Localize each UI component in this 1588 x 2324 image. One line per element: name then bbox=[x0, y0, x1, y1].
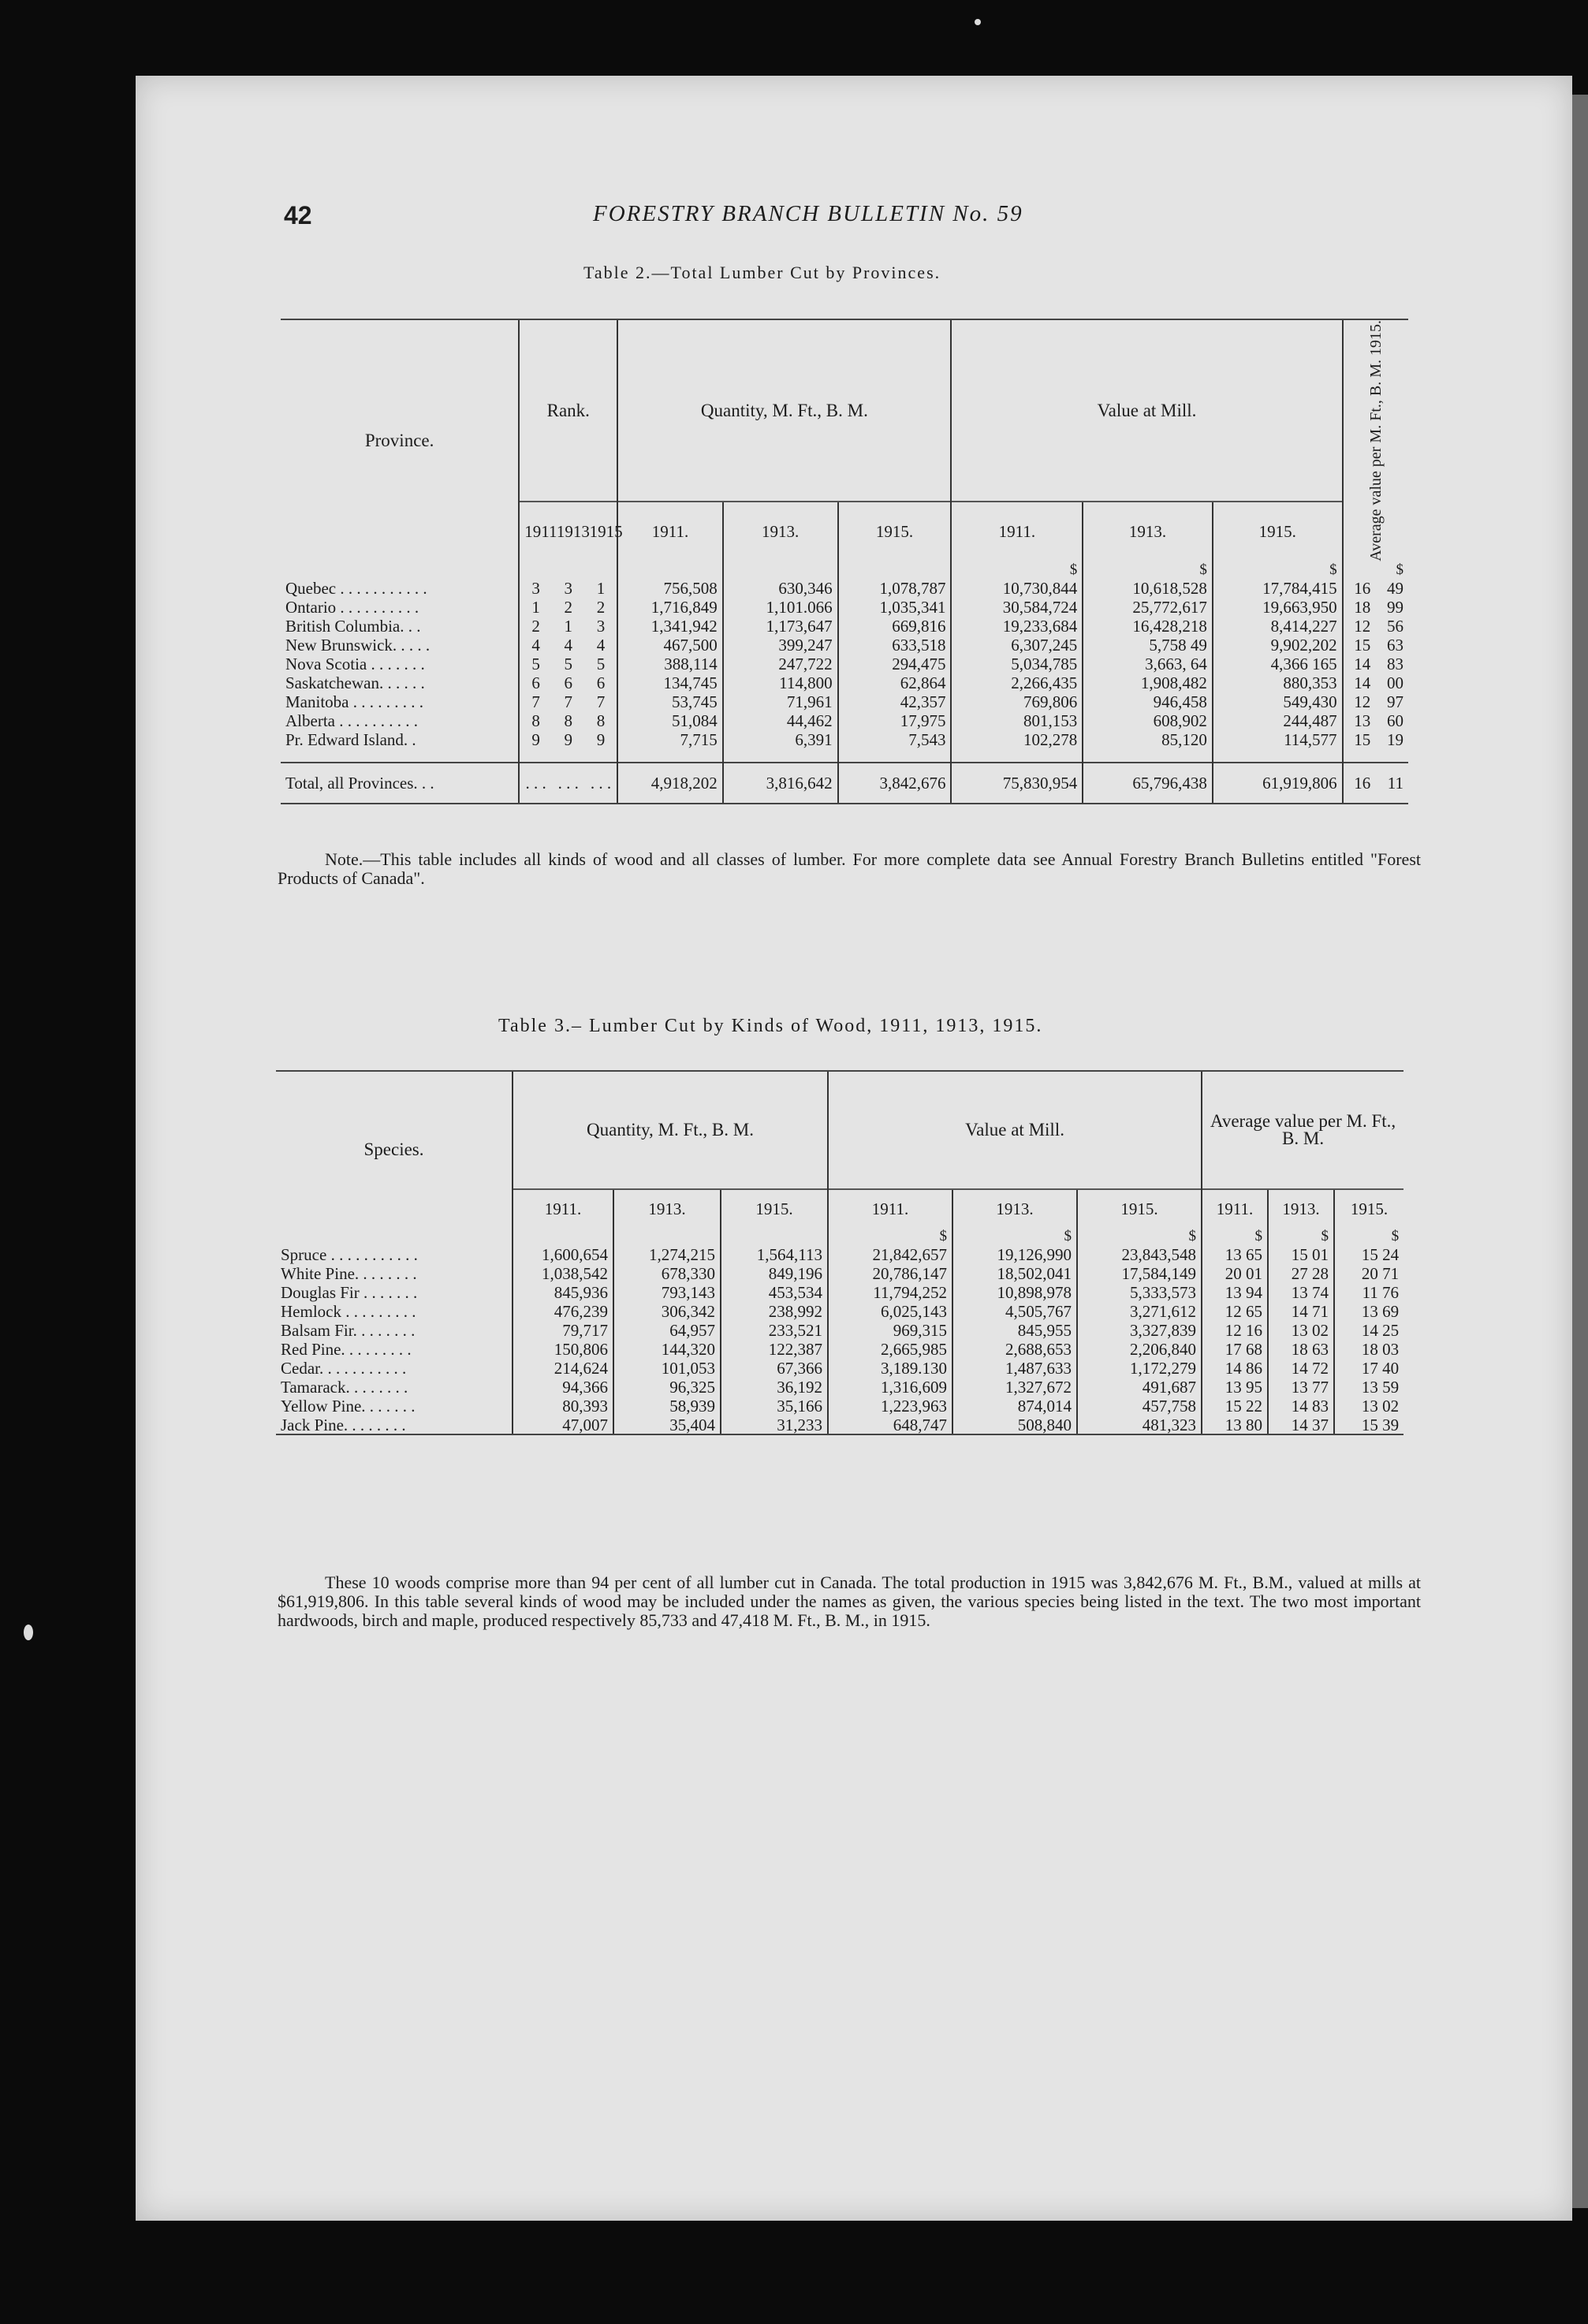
cell: 99 bbox=[1387, 597, 1403, 617]
dust-speck bbox=[24, 1625, 33, 1640]
species-name: Tamarack. . . . . . . . bbox=[281, 1378, 408, 1397]
value-year: 1911. bbox=[828, 1189, 952, 1228]
quantity-year: 1913. bbox=[613, 1189, 721, 1228]
cell: 845,936 bbox=[513, 1283, 613, 1302]
cell: 53,745 bbox=[617, 692, 722, 711]
province-name: Alberta . . . . . . . . . . bbox=[285, 711, 418, 730]
cell: 17,975 bbox=[838, 711, 952, 730]
cell: 9,902,202 bbox=[1213, 636, 1343, 655]
cell: 1,341,942 bbox=[617, 617, 722, 636]
cell: 80,393 bbox=[513, 1397, 613, 1416]
cell: 481,323 bbox=[1077, 1416, 1202, 1434]
cell: 11 bbox=[1375, 763, 1408, 804]
cell: 849,196 bbox=[721, 1264, 828, 1283]
cell: 19,233,684 bbox=[951, 617, 1083, 636]
cell: 75,830,954 bbox=[951, 763, 1083, 804]
province-name: Ontario . . . . . . . . . . bbox=[285, 597, 419, 617]
cell: 2 bbox=[519, 617, 552, 636]
cell: 9 bbox=[519, 730, 552, 749]
cell: 3,663, 64 bbox=[1083, 655, 1213, 673]
cell: 608,902 bbox=[1083, 711, 1213, 730]
cell: 3 bbox=[564, 578, 573, 598]
cell: 25,772,617 bbox=[1083, 598, 1213, 617]
table-row bbox=[281, 617, 1408, 636]
quantity-year: 1911. bbox=[617, 502, 722, 561]
cell: 669,816 bbox=[838, 617, 952, 636]
cell: 14 25 bbox=[1334, 1321, 1403, 1340]
value-year: 1915. bbox=[1213, 502, 1343, 561]
cell: 769,806 bbox=[951, 692, 1083, 711]
cell: 56 bbox=[1387, 616, 1403, 636]
cell: . . . bbox=[519, 763, 552, 804]
cell: 11 76 bbox=[1334, 1283, 1403, 1302]
cell: 10,898,978 bbox=[952, 1283, 1077, 1302]
dollar-sign: $ bbox=[1268, 1228, 1334, 1245]
cell: 122,387 bbox=[721, 1340, 828, 1359]
cell: 101,053 bbox=[613, 1359, 721, 1378]
cell: 58,939 bbox=[613, 1397, 721, 1416]
cell: 2,206,840 bbox=[1077, 1340, 1202, 1359]
cell: 13 02 bbox=[1334, 1397, 1403, 1416]
cell: 15 24 bbox=[1334, 1245, 1403, 1264]
cell: 6,025,143 bbox=[828, 1302, 952, 1321]
cell: 880,353 bbox=[1213, 673, 1343, 692]
cell: 16,428,218 bbox=[1083, 617, 1213, 636]
cell: 467,500 bbox=[617, 636, 722, 655]
cell: 13 69 bbox=[1334, 1302, 1403, 1321]
cell: 793,143 bbox=[613, 1283, 721, 1302]
cell: 9 bbox=[596, 729, 606, 749]
table-row bbox=[281, 655, 1408, 673]
cell: . . . bbox=[585, 763, 618, 804]
cell: 238,992 bbox=[721, 1302, 828, 1321]
cell: 18 bbox=[1343, 598, 1376, 617]
dollar-sign: $ bbox=[1213, 561, 1343, 579]
average-value-header bbox=[1343, 319, 1408, 561]
cell: 134,745 bbox=[617, 673, 722, 692]
cell: 6,391 bbox=[723, 730, 838, 749]
cell: 648,747 bbox=[828, 1416, 952, 1434]
cell: 756,508 bbox=[617, 579, 722, 598]
cell: 3 bbox=[596, 616, 606, 636]
cell: 549,430 bbox=[1213, 692, 1343, 711]
cell: 114,800 bbox=[723, 673, 838, 692]
average-year: 1911. bbox=[1202, 1189, 1268, 1228]
cell: 51,084 bbox=[617, 711, 722, 730]
cell: 18 63 bbox=[1268, 1340, 1334, 1359]
province-name: New Brunswick. . . . . bbox=[285, 635, 431, 655]
cell: 14 83 bbox=[1268, 1397, 1334, 1416]
cell: 1,035,341 bbox=[838, 598, 952, 617]
cell: 7 bbox=[519, 692, 552, 711]
cell: 247,722 bbox=[723, 655, 838, 673]
cell: 399,247 bbox=[723, 636, 838, 655]
table-row bbox=[281, 673, 1408, 692]
species-name: White Pine. . . . . . . . bbox=[281, 1264, 417, 1283]
cell: 457,758 bbox=[1077, 1397, 1202, 1416]
running-header bbox=[284, 201, 1120, 233]
cell: 12 bbox=[1343, 692, 1376, 711]
cell: 17,784,415 bbox=[1213, 579, 1343, 598]
value-year: 1913. bbox=[952, 1189, 1077, 1228]
dollar-sign: $ bbox=[951, 561, 1083, 579]
cell: 15 22 bbox=[1202, 1397, 1268, 1416]
table-row bbox=[276, 1283, 1403, 1302]
cell: 96,325 bbox=[613, 1378, 721, 1397]
cell: 1,327,672 bbox=[952, 1378, 1077, 1397]
cell: 4 bbox=[564, 635, 573, 655]
running-head: FORESTRY BRANCH BULLETIN No. 59 bbox=[593, 201, 1023, 226]
cell: 1,038,542 bbox=[513, 1264, 613, 1283]
table-row bbox=[281, 579, 1408, 598]
average-year: 1913. bbox=[1268, 1189, 1334, 1228]
species-name: Hemlock . . . . . . . . . bbox=[281, 1302, 416, 1321]
cell: 3 bbox=[519, 579, 552, 598]
cell: 388,114 bbox=[617, 655, 722, 673]
cell: 1,172,279 bbox=[1077, 1359, 1202, 1378]
cell: 2,266,435 bbox=[951, 673, 1083, 692]
cell: 6 bbox=[519, 673, 552, 692]
cell: 35,404 bbox=[613, 1416, 721, 1434]
cell: 150,806 bbox=[513, 1340, 613, 1359]
cell: 13 80 bbox=[1202, 1416, 1268, 1434]
cell: 13 65 bbox=[1202, 1245, 1268, 1264]
cell: 1 bbox=[596, 578, 606, 598]
cell: 4 bbox=[519, 636, 552, 655]
species-name: Red Pine. . . . . . . . . bbox=[281, 1340, 412, 1359]
cell: 18 03 bbox=[1334, 1340, 1403, 1359]
cell: 874,014 bbox=[952, 1397, 1077, 1416]
cell: 306,342 bbox=[613, 1302, 721, 1321]
cell: 85,120 bbox=[1083, 730, 1213, 749]
cell: 15 39 bbox=[1334, 1416, 1403, 1434]
table-row bbox=[276, 1416, 1403, 1434]
cell: 6 bbox=[564, 673, 573, 692]
cell: 3,842,676 bbox=[838, 763, 952, 804]
cell: 83 bbox=[1387, 654, 1403, 673]
cell: 5,333,573 bbox=[1077, 1283, 1202, 1302]
cell: 13 02 bbox=[1268, 1321, 1334, 1340]
cell: 18,502,041 bbox=[952, 1264, 1077, 1283]
quantity-header: Quantity, M. Ft., B. M. bbox=[617, 319, 951, 502]
cell: 47,007 bbox=[513, 1416, 613, 1434]
cell: 102,278 bbox=[951, 730, 1083, 749]
rank-year: 1911 bbox=[519, 502, 552, 561]
cell: 63 bbox=[1387, 635, 1403, 655]
cell: 5,758 49 bbox=[1083, 636, 1213, 655]
cell: 14 bbox=[1343, 673, 1376, 692]
table-row bbox=[276, 1340, 1403, 1359]
cell: 244,487 bbox=[1213, 711, 1343, 730]
cell: 62,864 bbox=[838, 673, 952, 692]
cell: 4 bbox=[596, 635, 606, 655]
table3-note: These 10 woods comprise more than 94 per cent of all lumber cut in Canada. The total production in 1915 was 3,842,676 M. Ft., B.M., valued at mills at $61,919,806. In this table several kinds of wood may be included under the names as given, the various species being listed in the text. The two most important hardwoods, birch and maple, produced respectively 85,733 and 47,418 M. Ft., B. M., in 1915. bbox=[278, 1572, 1421, 1630]
dollar-sign: $ bbox=[1343, 561, 1408, 579]
cell: 20 01 bbox=[1202, 1264, 1268, 1283]
cell: 21,842,657 bbox=[828, 1245, 952, 1264]
cell: 1,316,609 bbox=[828, 1378, 952, 1397]
rank-header: Rank. bbox=[519, 319, 617, 502]
cell: 7 bbox=[596, 692, 606, 711]
quantity-year: 1913. bbox=[723, 502, 838, 561]
cell: 294,475 bbox=[838, 655, 952, 673]
cell: 5 bbox=[519, 655, 552, 673]
cell: 49 bbox=[1387, 578, 1403, 598]
cell: 13 bbox=[1343, 711, 1376, 730]
province-name: Saskatchewan. . . . . . bbox=[285, 673, 425, 692]
table-row bbox=[276, 1378, 1403, 1397]
page-number: 42 bbox=[284, 201, 312, 229]
table-row bbox=[281, 692, 1408, 711]
cell: 2,688,653 bbox=[952, 1340, 1077, 1359]
cell: 6,307,245 bbox=[951, 636, 1083, 655]
cell: 94,366 bbox=[513, 1378, 613, 1397]
cell: 4,366 165 bbox=[1213, 655, 1343, 673]
cell: 969,315 bbox=[828, 1321, 952, 1340]
cell: 35,166 bbox=[721, 1397, 828, 1416]
dollar-sign: $ bbox=[952, 1228, 1077, 1245]
table-row bbox=[281, 711, 1408, 730]
table2-note: Note.—This table includes all kinds of wood and all classes of lumber. For more complete data see Annual Forestry Branch Bulletins entitled "Forest Products of Canada". bbox=[278, 849, 1421, 888]
species-name: Douglas Fir . . . . . . . bbox=[281, 1283, 418, 1302]
cell: 4,918,202 bbox=[617, 763, 722, 804]
cell: 3,271,612 bbox=[1077, 1302, 1202, 1321]
cell: 5,034,785 bbox=[951, 655, 1083, 673]
cell: 14 72 bbox=[1268, 1359, 1334, 1378]
cell: 1 bbox=[564, 616, 573, 636]
cell: 19,126,990 bbox=[952, 1245, 1077, 1264]
cell: 13 59 bbox=[1334, 1378, 1403, 1397]
cell: 1,716,849 bbox=[617, 598, 722, 617]
cell: 00 bbox=[1387, 673, 1403, 692]
province-name: British Columbia. . . bbox=[285, 616, 421, 636]
cell: 633,518 bbox=[838, 636, 952, 655]
table-row bbox=[276, 1245, 1403, 1264]
species-name: Cedar. . . . . . . . . . . bbox=[281, 1359, 407, 1378]
cell: 97 bbox=[1387, 692, 1403, 711]
cell: 3,816,642 bbox=[723, 763, 838, 804]
cell: 14 71 bbox=[1268, 1302, 1334, 1321]
cell: 36,192 bbox=[721, 1378, 828, 1397]
cell: 491,687 bbox=[1077, 1378, 1202, 1397]
cell: 17 68 bbox=[1202, 1340, 1268, 1359]
cell: 12 16 bbox=[1202, 1321, 1268, 1340]
cell: 2 bbox=[564, 597, 573, 617]
dollar-sign: $ bbox=[1334, 1228, 1403, 1245]
dust-speck bbox=[975, 19, 981, 25]
cell: 8 bbox=[596, 711, 606, 730]
value-header: Value at Mill. bbox=[828, 1071, 1202, 1189]
cell: 60 bbox=[1387, 711, 1403, 730]
value-header: Value at Mill. bbox=[951, 319, 1342, 502]
cell: 233,521 bbox=[721, 1321, 828, 1340]
cell: 31,233 bbox=[721, 1416, 828, 1434]
quantity-year: 1911. bbox=[513, 1189, 613, 1228]
cell: 2 bbox=[596, 597, 606, 617]
cell: 946,458 bbox=[1083, 692, 1213, 711]
cell: 20 71 bbox=[1334, 1264, 1403, 1283]
cell: 1,078,787 bbox=[838, 579, 952, 598]
cell: 9 bbox=[564, 729, 573, 749]
table-row bbox=[276, 1264, 1403, 1283]
cell: 23,843,548 bbox=[1077, 1245, 1202, 1264]
species-header: Species. bbox=[276, 1071, 513, 1228]
cell: 64,957 bbox=[613, 1321, 721, 1340]
cell: 27 28 bbox=[1268, 1264, 1334, 1283]
province-header: Province. bbox=[281, 319, 519, 561]
cell: 44,462 bbox=[723, 711, 838, 730]
cell: 61,919,806 bbox=[1213, 763, 1343, 804]
cell: 3,189.130 bbox=[828, 1359, 952, 1378]
cell: 6 bbox=[596, 673, 606, 692]
cell: 144,320 bbox=[613, 1340, 721, 1359]
cell: 2,665,985 bbox=[828, 1340, 952, 1359]
cell: 214,624 bbox=[513, 1359, 613, 1378]
table2-caption: Table 2.—Total Lumber Cut by Provinces. bbox=[583, 263, 941, 282]
cell: 10,730,844 bbox=[951, 579, 1083, 598]
cell: 17 40 bbox=[1334, 1359, 1403, 1378]
province-name: Nova Scotia . . . . . . . bbox=[285, 654, 425, 673]
cell: 476,239 bbox=[513, 1302, 613, 1321]
cell: 5 bbox=[596, 654, 606, 673]
cell: 16 bbox=[1343, 579, 1376, 598]
cell: 1,908,482 bbox=[1083, 673, 1213, 692]
province-name: Pr. Edward Island. . bbox=[285, 729, 416, 749]
cell: 17,584,149 bbox=[1077, 1264, 1202, 1283]
table-row bbox=[276, 1359, 1403, 1378]
cell: 13 95 bbox=[1202, 1378, 1268, 1397]
page-edge bbox=[1572, 95, 1588, 2208]
table-row bbox=[281, 598, 1408, 617]
average-value-label: Average value per M. Ft., B. M. 1915. bbox=[1366, 320, 1385, 561]
cell: 12 bbox=[1343, 617, 1376, 636]
table3-lumber-by-species bbox=[276, 1070, 1403, 1435]
cell: 14 bbox=[1343, 655, 1376, 673]
cell: 15 bbox=[1343, 636, 1376, 655]
cell: 10,618,528 bbox=[1083, 579, 1213, 598]
average-value-header: Average value per M. Ft., B. M. bbox=[1202, 1071, 1403, 1189]
quantity-header: Quantity, M. Ft., B. M. bbox=[513, 1071, 828, 1189]
province-name: Quebec . . . . . . . . . . . bbox=[285, 578, 427, 598]
value-year: 1915. bbox=[1077, 1189, 1202, 1228]
cell: 19,663,950 bbox=[1213, 598, 1343, 617]
cell: 42,357 bbox=[838, 692, 952, 711]
cell: 630,346 bbox=[723, 579, 838, 598]
cell: 1,600,654 bbox=[513, 1245, 613, 1264]
cell: 79,717 bbox=[513, 1321, 613, 1340]
cell: 114,577 bbox=[1213, 730, 1343, 749]
cell: 1,564,113 bbox=[721, 1245, 828, 1264]
species-name: Yellow Pine. . . . . . . bbox=[281, 1397, 416, 1416]
cell: 12 65 bbox=[1202, 1302, 1268, 1321]
cell: 16 bbox=[1343, 763, 1376, 804]
cell: 1,487,633 bbox=[952, 1359, 1077, 1378]
cell: 801,153 bbox=[951, 711, 1083, 730]
cell: 8 bbox=[519, 711, 552, 730]
cell: 678,330 bbox=[613, 1264, 721, 1283]
cell: 14 37 bbox=[1268, 1416, 1334, 1434]
cell: 1,274,215 bbox=[613, 1245, 721, 1264]
cell: 30,584,724 bbox=[951, 598, 1083, 617]
cell: 67,366 bbox=[721, 1359, 828, 1378]
table-total-row bbox=[281, 763, 1408, 804]
cell: 7,715 bbox=[617, 730, 722, 749]
cell: 13 74 bbox=[1268, 1283, 1334, 1302]
cell: 71,961 bbox=[723, 692, 838, 711]
cell: 1,101.066 bbox=[723, 598, 838, 617]
dollar-sign: $ bbox=[1202, 1228, 1268, 1245]
cell: 13 77 bbox=[1268, 1378, 1334, 1397]
dollar-sign: $ bbox=[1077, 1228, 1202, 1245]
table-row bbox=[281, 636, 1408, 655]
average-year: 1915. bbox=[1334, 1189, 1403, 1228]
cell: 508,840 bbox=[952, 1416, 1077, 1434]
species-name: Balsam Fir. . . . . . . . bbox=[281, 1321, 416, 1340]
dollar-sign: $ bbox=[828, 1228, 952, 1245]
table-row bbox=[281, 730, 1408, 749]
table-row bbox=[276, 1397, 1403, 1416]
cell: 453,534 bbox=[721, 1283, 828, 1302]
cell: 8 bbox=[564, 711, 573, 730]
cell: 15 01 bbox=[1268, 1245, 1334, 1264]
value-year: 1913. bbox=[1083, 502, 1213, 561]
cell: 15 bbox=[1343, 730, 1376, 749]
species-name: Spruce . . . . . . . . . . . bbox=[281, 1245, 418, 1264]
table-row bbox=[276, 1321, 1403, 1340]
cell: 1,173,647 bbox=[723, 617, 838, 636]
quantity-year: 1915. bbox=[838, 502, 952, 561]
cell: . . . bbox=[552, 763, 585, 804]
species-name: Jack Pine. . . . . . . . bbox=[276, 1416, 513, 1434]
dollar-sign: $ bbox=[1083, 561, 1213, 579]
cell: 14 86 bbox=[1202, 1359, 1268, 1378]
rank-year: 1915 bbox=[585, 502, 618, 561]
table-row bbox=[276, 1302, 1403, 1321]
cell: 11,794,252 bbox=[828, 1283, 952, 1302]
province-name: Manitoba . . . . . . . . . bbox=[285, 692, 423, 711]
cell: 65,796,438 bbox=[1083, 763, 1213, 804]
rank-year: 1913 bbox=[552, 502, 585, 561]
cell: 19 bbox=[1387, 729, 1403, 749]
cell: 1,223,963 bbox=[828, 1397, 952, 1416]
cell: 8,414,227 bbox=[1213, 617, 1343, 636]
cell: 20,786,147 bbox=[828, 1264, 952, 1283]
cell: 7,543 bbox=[838, 730, 952, 749]
quantity-year: 1915. bbox=[721, 1189, 828, 1228]
total-label: Total, all Provinces. . . bbox=[281, 763, 519, 804]
table2-lumber-by-province bbox=[281, 319, 1408, 804]
table3-caption: Table 3.– Lumber Cut by Kinds of Wood, 1911, 1913, 1915. bbox=[498, 1016, 1043, 1036]
cell: 4,505,767 bbox=[952, 1302, 1077, 1321]
value-year: 1911. bbox=[951, 502, 1083, 561]
cell: 13 94 bbox=[1202, 1283, 1268, 1302]
cell: 3,327,839 bbox=[1077, 1321, 1202, 1340]
cell: 7 bbox=[564, 692, 573, 711]
cell: 1 bbox=[519, 598, 552, 617]
cell: 845,955 bbox=[952, 1321, 1077, 1340]
cell: 5 bbox=[564, 654, 573, 673]
